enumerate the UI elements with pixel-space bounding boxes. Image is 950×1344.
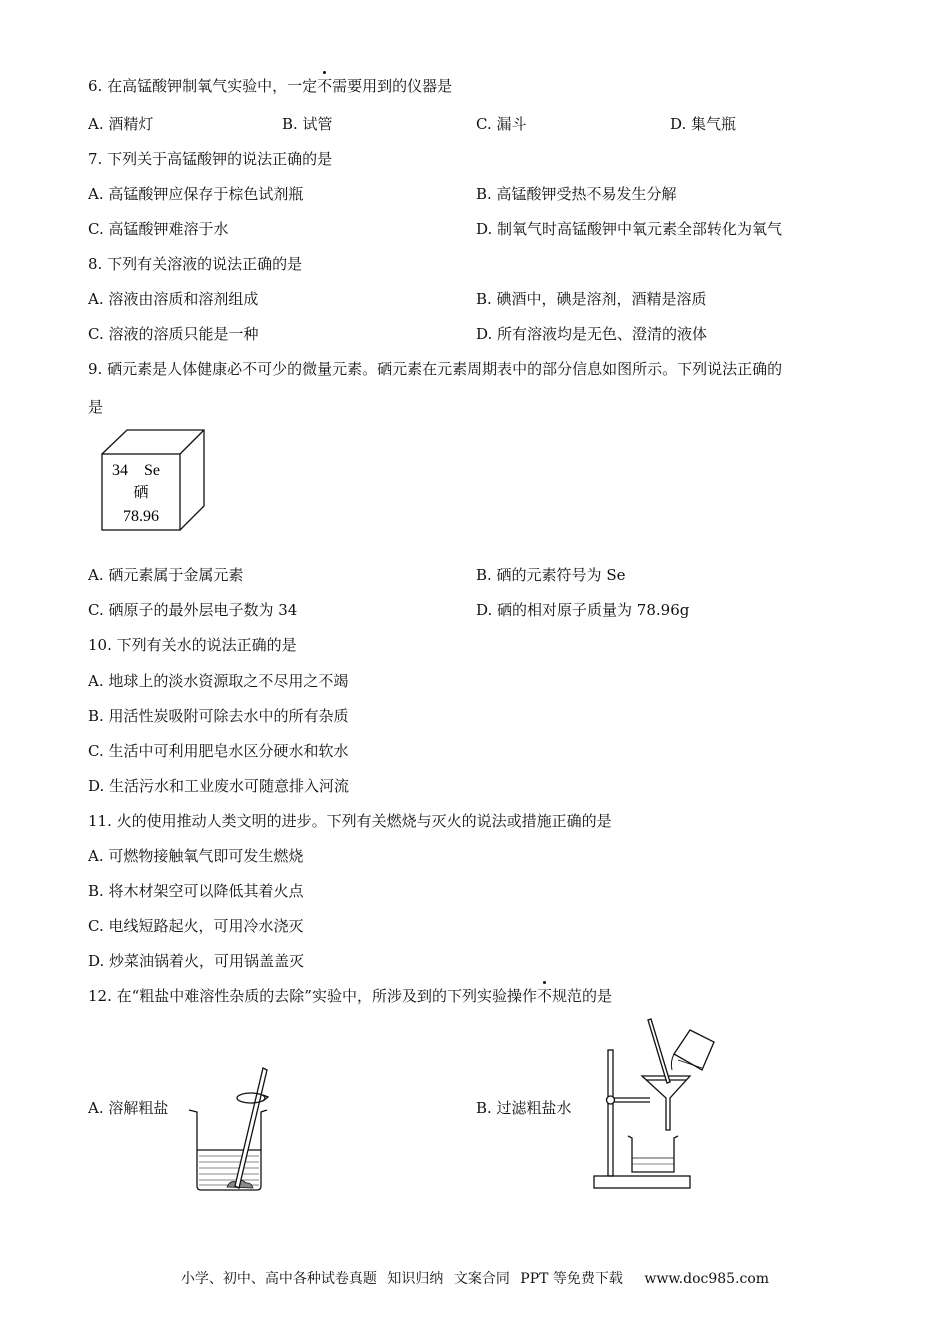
q11-option-c: C. 电线短路起火，可用冷水浇灭: [88, 917, 304, 935]
q10-option-a: A. 地球上的淡水资源取之不尽用之不竭: [88, 672, 349, 690]
footer-url-link[interactable]: www.doc985.com: [644, 1271, 770, 1287]
q8-option-c: C. 溶液的溶质只能是一种: [88, 325, 259, 343]
q7-option-a: A. 高锰酸钾应保存于棕色试剂瓶: [88, 185, 304, 203]
cube-top-right-edge: [180, 430, 204, 454]
q8-option-d: D. 所有溶液均是无色、澄清的液体: [476, 325, 708, 343]
q10-stem: 10. 下列有关水的说法正确的是: [88, 636, 297, 654]
q6-option-d: D. 集气瓶: [670, 115, 737, 133]
q7-option-c: C. 高锰酸钾难溶于水: [88, 220, 229, 238]
q6-option-c: C. 漏斗: [476, 115, 527, 133]
element-atomic-number: 34: [112, 462, 128, 479]
guiding-glass-rod: [648, 1019, 670, 1083]
q12-stem-post: 规范的是: [551, 987, 612, 1005]
q12-stem-pre: 12. 在“粗盐中难溶性杂质的去除”实验中，所涉及到的下列实验操作: [88, 987, 537, 1005]
q10-option-c: C. 生活中可利用肥皂水区分硬水和软水: [88, 742, 349, 760]
q11-stem: 11. 火的使用推动人类文明的进步。下列有关燃烧与灭火的说法或措施正确的是: [88, 812, 612, 830]
footer-item: 知识归纳: [387, 1271, 444, 1287]
q6-stem-post: 需要用到的仪器是: [332, 77, 453, 95]
q6-option-a: A. 酒精灯: [88, 115, 154, 133]
liquid-stream: [671, 1054, 674, 1070]
q11-option-a: A. 可燃物接触氧气即可发生燃烧: [88, 847, 304, 865]
q12-stem-emphasis: 不: [536, 987, 552, 1005]
q9-option-c: C. 硒原子的最外层电子数为 34: [88, 601, 298, 619]
q7-option-b: B. 高锰酸钾受热不易发生分解: [476, 185, 677, 203]
q9-option-d: D. 硒的相对原子质量为 78.96g: [476, 601, 690, 619]
q6-stem-emphasis: 不: [317, 77, 333, 95]
footer-item: PPT 等免费下载: [520, 1271, 623, 1287]
iron-stand-rod: [608, 1050, 613, 1176]
q6-stem: [88, 76, 452, 96]
q12-option-a: A. 溶解粗盐: [88, 1099, 169, 1117]
q8-option-a: A. 溶液由溶质和溶剂组成: [88, 290, 259, 308]
dissolving-beaker-figure: [183, 1064, 273, 1194]
receiving-beaker: [628, 1136, 678, 1172]
q6-option-b: B. 试管: [282, 115, 333, 133]
q10-option-b: B. 用活性炭吸附可除去水中的所有杂质: [88, 707, 349, 725]
element-chinese-name: 硒: [133, 485, 149, 501]
selenium-element-cell-figure: [100, 428, 210, 532]
q7-stem: 7. 下列关于高锰酸钾的说法正确的是: [88, 150, 333, 168]
glass-rod: [235, 1068, 267, 1188]
q12-stem: [88, 986, 612, 1006]
footer-item: 文案合同: [453, 1271, 510, 1287]
q11-option-d: D. 炒菜油锅着火，可用锅盖盖灭: [88, 952, 305, 970]
q6-stem-pre: 6. 在高锰酸钾制氧气实验中，一定: [88, 77, 318, 95]
element-atomic-mass: 78.96: [123, 508, 159, 525]
filter-funnel: [642, 1076, 690, 1130]
q7-option-d: D. 制氧气时高锰酸钾中氧元素全部转化为氧气: [476, 220, 783, 238]
q9-option-b: B. 硒的元素符号为 Se: [476, 566, 626, 584]
filtration-apparatus-figure: [590, 1018, 725, 1194]
q8-option-b: B. 碘酒中，碘是溶剂，酒精是溶质: [476, 290, 707, 308]
footer-item: 小学、初中、高中各种试卷真题: [180, 1271, 377, 1287]
q10-option-d: D. 生活污水和工业废水可随意排入河流: [88, 777, 350, 795]
q11-option-b: B. 将木材架空可以降低其着火点: [88, 882, 304, 900]
element-symbol: Se: [144, 462, 160, 479]
page-footer: [0, 1268, 950, 1288]
iron-stand-base: [594, 1176, 690, 1188]
pouring-beaker: [674, 1030, 714, 1070]
q9-stem-line1: 9. 硒元素是人体健康必不可少的微量元素。硒元素在元素周期表中的部分信息如图所示。下列说法正确的: [88, 360, 783, 378]
q9-stem-line2: 是: [88, 398, 104, 416]
q9-option-a: A. 硒元素属于金属元素: [88, 566, 244, 584]
q12-option-b: B. 过滤粗盐水: [476, 1099, 572, 1117]
q8-stem: 8. 下列有关溶液的说法正确的是: [88, 255, 303, 273]
clamp-knob: [607, 1096, 615, 1104]
